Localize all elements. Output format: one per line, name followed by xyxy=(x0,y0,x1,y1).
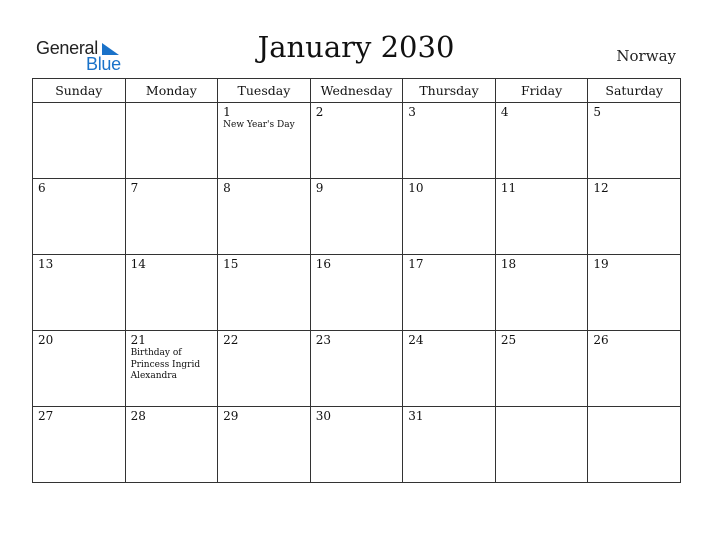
day-cell xyxy=(310,179,403,255)
day-number: 13 xyxy=(38,257,54,271)
day-cell xyxy=(495,179,588,255)
day-cell xyxy=(218,103,311,179)
week-row xyxy=(33,331,681,407)
day-cell xyxy=(310,255,403,331)
calendar-grid xyxy=(32,78,681,483)
day-cell xyxy=(125,407,218,483)
day-number: 30 xyxy=(315,409,331,423)
day-cell xyxy=(33,103,126,179)
week-row xyxy=(33,255,681,331)
day-cell xyxy=(125,179,218,255)
day-number: 2 xyxy=(315,105,324,119)
day-cell xyxy=(495,255,588,331)
day-number: 31 xyxy=(408,409,424,423)
day-number: 7 xyxy=(130,181,139,195)
day-cell xyxy=(403,331,496,407)
day-cell xyxy=(403,255,496,331)
weekday-header: Wednesday xyxy=(310,79,403,103)
day-number: 14 xyxy=(130,257,146,271)
day-number: 16 xyxy=(315,257,331,271)
weekday-header: Friday xyxy=(495,79,588,103)
day-number: 5 xyxy=(593,105,602,119)
logo-text-blue: Blue xyxy=(86,54,121,74)
day-number: 1 xyxy=(223,105,231,119)
day-cell xyxy=(218,407,311,483)
day-number: 24 xyxy=(408,333,424,347)
week-row xyxy=(33,103,681,179)
day-number: 22 xyxy=(223,333,239,347)
page-title: January 2030 xyxy=(257,30,455,64)
weekday-header: Monday xyxy=(125,79,218,103)
day-number: 4 xyxy=(500,105,509,119)
day-cell xyxy=(310,331,403,407)
day-number: 26 xyxy=(593,333,609,347)
weekday-header: Saturday xyxy=(588,79,681,103)
day-cell xyxy=(588,179,681,255)
logo-text-general: General xyxy=(36,38,98,58)
day-cell xyxy=(218,255,311,331)
day-number: 19 xyxy=(593,257,609,271)
day-number: 28 xyxy=(130,409,146,423)
day-number: 9 xyxy=(315,181,324,195)
day-number: 3 xyxy=(408,105,416,119)
day-cell xyxy=(310,103,403,179)
day-cell xyxy=(403,407,496,483)
weekday-header: Tuesday xyxy=(218,79,311,103)
day-number: 10 xyxy=(408,181,424,195)
day-number: 15 xyxy=(223,257,239,271)
day-number: 18 xyxy=(500,257,517,271)
day-cell xyxy=(588,255,681,331)
week-row xyxy=(33,179,681,255)
day-number: 25 xyxy=(500,333,517,347)
day-cell xyxy=(33,331,126,407)
day-number: 6 xyxy=(38,181,46,195)
day-cell xyxy=(403,103,496,179)
day-number: 12 xyxy=(593,181,609,195)
day-number: 20 xyxy=(38,333,54,347)
day-cell xyxy=(588,407,681,483)
holiday-label: New Year's Day xyxy=(223,120,295,130)
day-cell xyxy=(33,179,126,255)
day-cell xyxy=(125,103,218,179)
day-cell xyxy=(495,407,588,483)
day-cell xyxy=(588,103,681,179)
calendar-body xyxy=(33,103,681,483)
day-cell xyxy=(495,331,588,407)
day-number: 8 xyxy=(223,181,231,195)
day-number: 23 xyxy=(315,333,331,347)
day-cell xyxy=(495,103,588,179)
day-number: 17 xyxy=(408,257,424,271)
country-label: Norway xyxy=(616,47,676,65)
day-cell xyxy=(33,255,126,331)
day-cell xyxy=(310,407,403,483)
day-number: 21 xyxy=(130,333,146,347)
week-row xyxy=(33,407,681,483)
day-cell xyxy=(588,331,681,407)
day-number: 11 xyxy=(500,181,517,195)
day-cell xyxy=(218,331,311,407)
weekday-header: Thursday xyxy=(403,79,496,103)
weekday-header-row xyxy=(33,79,681,103)
day-cell xyxy=(125,331,218,407)
weekday-header: Sunday xyxy=(33,79,126,103)
day-number: 29 xyxy=(223,409,239,423)
day-number: 27 xyxy=(38,409,54,423)
day-cell xyxy=(33,407,126,483)
holiday-label: Birthday of Princess Ingrid Alexandra xyxy=(130,348,201,381)
day-cell xyxy=(125,255,218,331)
day-cell xyxy=(218,179,311,255)
day-cell xyxy=(403,179,496,255)
